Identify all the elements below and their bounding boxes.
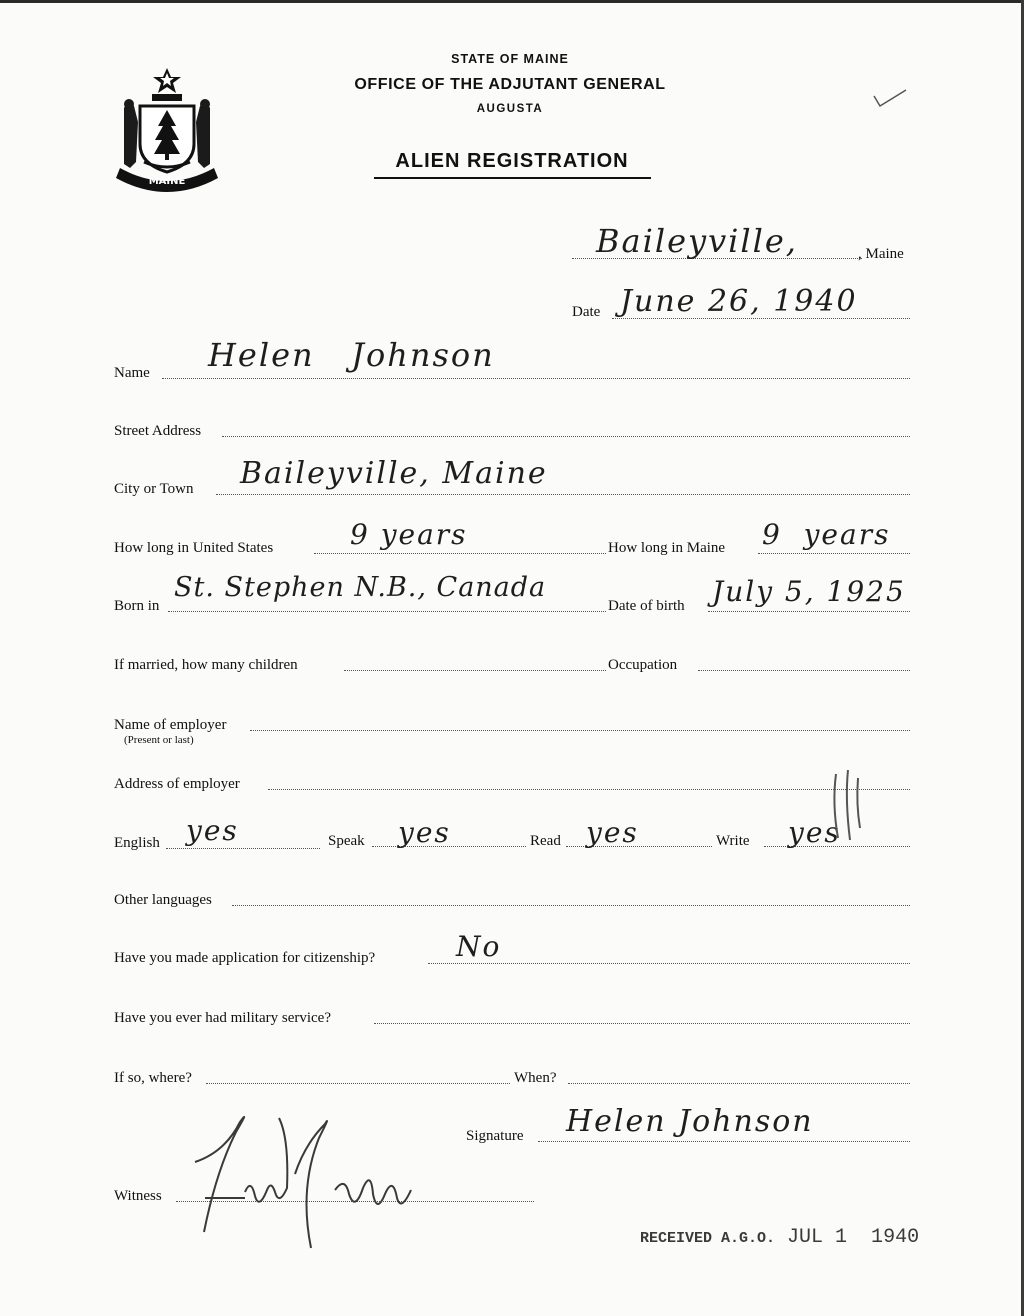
how-long-maine-label: How long in Maine (608, 540, 726, 556)
other-languages-line (232, 905, 910, 906)
place-value[interactable]: Baileyville, (596, 222, 798, 260)
military-line (374, 1023, 910, 1024)
how-long-maine-line (758, 553, 910, 554)
born-in-label: Born in (114, 598, 160, 614)
citizenship-line (428, 963, 910, 964)
office-heading: OFFICE OF THE ADJUTANT GENERAL (354, 76, 666, 93)
svg-text:MAINE: MAINE (148, 176, 186, 187)
how-long-us-value[interactable]: 9 years (350, 518, 468, 551)
city-line (216, 494, 910, 495)
where-line (206, 1083, 510, 1084)
name-value[interactable]: Helen Johnson (208, 336, 495, 374)
signature-line (538, 1141, 910, 1142)
date-value[interactable]: June 26, 1940 (620, 284, 858, 319)
signature-label: Signature (466, 1128, 524, 1144)
other-languages-label: Other languages (114, 892, 212, 908)
signature-value[interactable]: Helen Johnson (566, 1104, 814, 1139)
received-stamp-label: RECEIVED A.G.O. (640, 1230, 776, 1247)
witness-label: Witness (114, 1188, 162, 1204)
speak-value[interactable]: yes (398, 816, 451, 849)
date-of-birth-value[interactable]: July 5, 1925 (712, 575, 906, 608)
read-label: Read (530, 833, 561, 849)
date-label: Date (572, 304, 601, 320)
employer-sublabel: (Present or last) (124, 734, 194, 746)
occupation-label: Occupation (608, 657, 678, 673)
how-long-us-line (314, 553, 606, 554)
title-underline (374, 177, 651, 179)
occupation-line (698, 670, 910, 671)
citizenship-label: Have you made application for citizenship? (114, 950, 376, 966)
write-value[interactable]: yes (788, 816, 841, 849)
top-border (0, 0, 1024, 3)
english-label: English (114, 835, 160, 851)
date-of-birth-line (708, 611, 910, 612)
citizenship-value[interactable]: No (456, 930, 502, 963)
children-label: If married, how many children (114, 657, 298, 673)
military-label: Have you ever had military service? (114, 1010, 331, 1026)
name-label: Name (114, 365, 150, 381)
born-in-line (168, 611, 606, 612)
when-line (568, 1083, 910, 1084)
date-of-birth-label: Date of birth (608, 598, 685, 614)
employer-label: Name of employer (114, 717, 227, 733)
city-value[interactable]: Baileyville, Maine (240, 456, 548, 491)
place-suffix: , Maine (858, 246, 904, 262)
english-value[interactable]: yes (186, 814, 239, 847)
witness-signature (185, 1110, 430, 1260)
read-value[interactable]: yes (586, 816, 639, 849)
speak-label: Speak (328, 833, 365, 849)
city-heading: AUGUSTA (476, 103, 544, 115)
received-stamp (640, 1226, 919, 1249)
state-heading: STATE OF MAINE (451, 52, 569, 66)
how-long-us-label: How long in United States (114, 540, 274, 556)
name-line (162, 378, 910, 379)
form-title: ALIEN REGISTRATION (395, 150, 629, 172)
born-in-value[interactable]: St. Stephen N.B., Canada (174, 572, 547, 603)
street-label: Street Address (114, 423, 202, 439)
employer-line (250, 730, 910, 731)
city-label: City or Town (114, 481, 194, 497)
street-line (222, 436, 910, 437)
when-label: When? (514, 1070, 557, 1086)
write-label: Write (716, 833, 750, 849)
where-label: If so, where? (114, 1070, 192, 1086)
how-long-maine-value[interactable]: 9 years (762, 518, 891, 551)
english-line (166, 848, 320, 849)
employer-address-label: Address of employer (114, 776, 240, 792)
ink-marks-icon (812, 766, 872, 856)
children-line (344, 670, 606, 671)
received-stamp-date: JUL 1 1940 (787, 1226, 920, 1249)
